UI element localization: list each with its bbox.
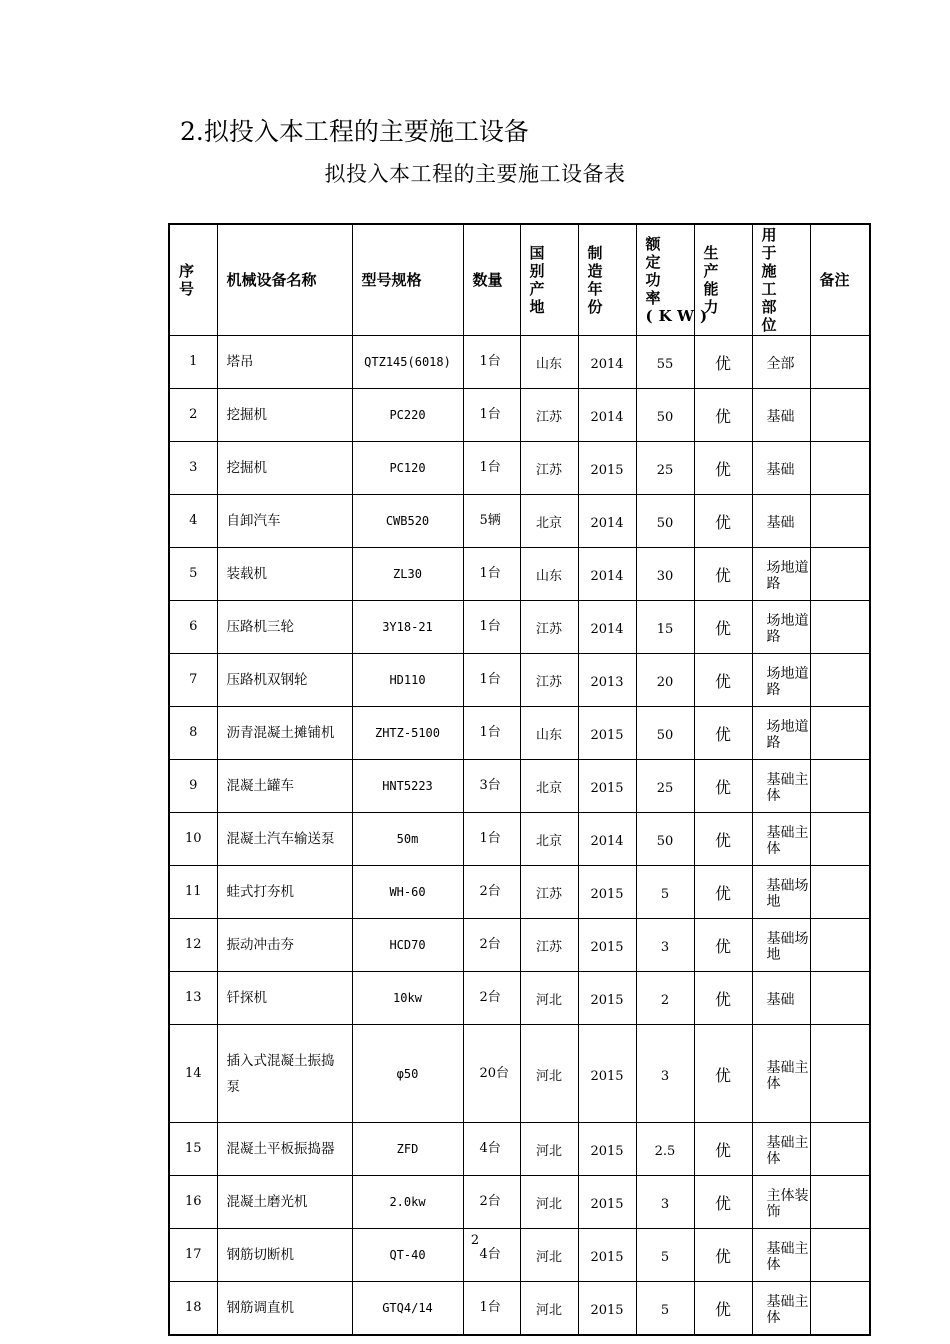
cell-use: 基础 xyxy=(752,972,810,1025)
cell-origin: 江苏 xyxy=(520,442,578,495)
cell-use: 全部 xyxy=(752,336,810,389)
cell-model: QT-40 xyxy=(352,1229,463,1282)
cell-model: 2.0kw xyxy=(352,1176,463,1229)
cell-use: 基础 xyxy=(752,442,810,495)
cell-use: 基础 xyxy=(752,389,810,442)
table-row xyxy=(169,601,870,654)
cell-use: 基础主体 xyxy=(752,1282,810,1336)
cell-origin: 江苏 xyxy=(520,601,578,654)
cell-capacity: 优 xyxy=(694,1282,752,1336)
cell-year: 2015 xyxy=(578,919,636,972)
cell-note xyxy=(810,654,870,707)
cell-origin: 江苏 xyxy=(520,919,578,972)
cell-power: 50 xyxy=(636,389,694,442)
cell-capacity: 优 xyxy=(694,1176,752,1229)
cell-no: 14 xyxy=(169,1025,217,1123)
cell-qty: 2台 xyxy=(463,866,520,919)
header-note: 备注 xyxy=(810,224,870,336)
cell-note xyxy=(810,972,870,1025)
header-power: 额定功率(KW) xyxy=(636,224,694,336)
cell-use: 场地道路 xyxy=(752,548,810,601)
cell-no: 1 xyxy=(169,336,217,389)
cell-use: 基础主体 xyxy=(752,813,810,866)
table-row xyxy=(169,919,870,972)
cell-year: 2015 xyxy=(578,972,636,1025)
cell-no: 11 xyxy=(169,866,217,919)
cell-model: HNT5223 xyxy=(352,760,463,813)
cell-qty: 1台 xyxy=(463,548,520,601)
cell-year: 2015 xyxy=(578,442,636,495)
cell-year: 2015 xyxy=(578,1025,636,1123)
cell-power: 30 xyxy=(636,548,694,601)
cell-year: 2014 xyxy=(578,389,636,442)
cell-capacity: 优 xyxy=(694,1229,752,1282)
cell-capacity: 优 xyxy=(694,442,752,495)
cell-name: 自卸汽车 xyxy=(217,495,352,548)
table-row xyxy=(169,866,870,919)
cell-use: 场地道路 xyxy=(752,601,810,654)
table-row xyxy=(169,760,870,813)
cell-year: 2015 xyxy=(578,1229,636,1282)
cell-qty: 1台 xyxy=(463,654,520,707)
cell-qty: 4台 xyxy=(463,1229,520,1282)
cell-power: 55 xyxy=(636,336,694,389)
cell-qty: 4台 xyxy=(463,1123,520,1176)
cell-capacity: 优 xyxy=(694,654,752,707)
cell-name: 混凝土平板振捣器 xyxy=(217,1123,352,1176)
cell-note xyxy=(810,442,870,495)
header-use: 用于施工部位 xyxy=(752,224,810,336)
cell-name: 钎探机 xyxy=(217,972,352,1025)
cell-qty: 2台 xyxy=(463,1176,520,1229)
cell-model: 3Y18-21 xyxy=(352,601,463,654)
cell-model: QTZ145(6018) xyxy=(352,336,463,389)
cell-power: 5 xyxy=(636,1229,694,1282)
cell-power: 15 xyxy=(636,601,694,654)
header-qty: 数量 xyxy=(463,224,520,336)
cell-use: 基础场地 xyxy=(752,919,810,972)
cell-no: 8 xyxy=(169,707,217,760)
cell-use: 场地道路 xyxy=(752,654,810,707)
equipment-table xyxy=(168,223,871,1336)
cell-no: 9 xyxy=(169,760,217,813)
cell-capacity: 优 xyxy=(694,601,752,654)
cell-no: 7 xyxy=(169,654,217,707)
cell-model: 50m xyxy=(352,813,463,866)
cell-power: 3 xyxy=(636,1025,694,1123)
cell-origin: 河北 xyxy=(520,1123,578,1176)
cell-model: WH-60 xyxy=(352,866,463,919)
cell-use: 基础主体 xyxy=(752,1229,810,1282)
cell-name: 装载机 xyxy=(217,548,352,601)
table-row xyxy=(169,548,870,601)
cell-origin: 河北 xyxy=(520,1176,578,1229)
cell-note xyxy=(810,1176,870,1229)
cell-qty: 1台 xyxy=(463,813,520,866)
cell-name: 压路机双钢轮 xyxy=(217,654,352,707)
cell-use: 主体装饰 xyxy=(752,1176,810,1229)
table-row xyxy=(169,1025,870,1123)
cell-use: 基础主体 xyxy=(752,1025,810,1123)
cell-name: 钢筋调直机 xyxy=(217,1282,352,1336)
cell-power: 50 xyxy=(636,495,694,548)
cell-capacity: 优 xyxy=(694,813,752,866)
cell-name: 沥青混凝土摊铺机 xyxy=(217,707,352,760)
table-row xyxy=(169,389,870,442)
table-row xyxy=(169,813,870,866)
cell-no: 18 xyxy=(169,1282,217,1336)
cell-origin: 山东 xyxy=(520,336,578,389)
cell-note xyxy=(810,1282,870,1336)
cell-name: 挖掘机 xyxy=(217,389,352,442)
cell-qty: 1台 xyxy=(463,1282,520,1336)
table-title: 拟投入本工程的主要施工设备表 xyxy=(324,162,626,186)
cell-capacity: 优 xyxy=(694,707,752,760)
cell-qty: 1台 xyxy=(463,707,520,760)
cell-origin: 河北 xyxy=(520,1229,578,1282)
cell-use: 基础场地 xyxy=(752,866,810,919)
cell-note xyxy=(810,1123,870,1176)
header-capacity: 生产能力 xyxy=(694,224,752,336)
cell-model: HD110 xyxy=(352,654,463,707)
cell-capacity: 优 xyxy=(694,760,752,813)
cell-no: 2 xyxy=(169,389,217,442)
cell-note xyxy=(810,813,870,866)
cell-no: 13 xyxy=(169,972,217,1025)
cell-year: 2014 xyxy=(578,601,636,654)
table-body xyxy=(169,336,870,1336)
cell-year: 2015 xyxy=(578,1176,636,1229)
cell-note xyxy=(810,1025,870,1123)
cell-capacity: 优 xyxy=(694,548,752,601)
cell-origin: 北京 xyxy=(520,495,578,548)
cell-note xyxy=(810,760,870,813)
cell-power: 25 xyxy=(636,760,694,813)
cell-name: 混凝土汽车输送泵 xyxy=(217,813,352,866)
cell-capacity: 优 xyxy=(694,336,752,389)
cell-no: 10 xyxy=(169,813,217,866)
cell-name: 插入式混凝土振捣泵 xyxy=(217,1025,352,1123)
header-no: 序号 xyxy=(169,224,217,336)
cell-name: 蛙式打夯机 xyxy=(217,866,352,919)
cell-qty: 2台 xyxy=(463,972,520,1025)
table-row xyxy=(169,1282,870,1336)
table-row xyxy=(169,654,870,707)
cell-use: 场地道路 xyxy=(752,707,810,760)
table-row xyxy=(169,442,870,495)
cell-no: 3 xyxy=(169,442,217,495)
cell-note xyxy=(810,336,870,389)
cell-no: 16 xyxy=(169,1176,217,1229)
cell-qty: 20台 xyxy=(463,1025,520,1123)
cell-qty: 1台 xyxy=(463,389,520,442)
cell-year: 2014 xyxy=(578,548,636,601)
cell-model: PC120 xyxy=(352,442,463,495)
cell-model: ZL30 xyxy=(352,548,463,601)
cell-note xyxy=(810,495,870,548)
cell-capacity: 优 xyxy=(694,866,752,919)
cell-origin: 山东 xyxy=(520,707,578,760)
cell-power: 5 xyxy=(636,866,694,919)
cell-no: 15 xyxy=(169,1123,217,1176)
cell-no: 12 xyxy=(169,919,217,972)
cell-name: 混凝土罐车 xyxy=(217,760,352,813)
cell-year: 2014 xyxy=(578,813,636,866)
cell-model: ZFD xyxy=(352,1123,463,1176)
cell-year: 2015 xyxy=(578,1282,636,1336)
cell-name: 混凝土磨光机 xyxy=(217,1176,352,1229)
cell-name: 振动冲击夯 xyxy=(217,919,352,972)
cell-use: 基础主体 xyxy=(752,1123,810,1176)
cell-note xyxy=(810,919,870,972)
cell-power: 3 xyxy=(636,919,694,972)
cell-capacity: 优 xyxy=(694,972,752,1025)
cell-origin: 江苏 xyxy=(520,866,578,919)
table-row xyxy=(169,707,870,760)
cell-origin: 北京 xyxy=(520,760,578,813)
cell-no: 4 xyxy=(169,495,217,548)
page-number: 2 xyxy=(470,1233,480,1248)
table-row xyxy=(169,495,870,548)
cell-year: 2014 xyxy=(578,495,636,548)
cell-power: 5 xyxy=(636,1282,694,1336)
cell-name: 塔吊 xyxy=(217,336,352,389)
cell-power: 25 xyxy=(636,442,694,495)
cell-year: 2015 xyxy=(578,707,636,760)
cell-note xyxy=(810,548,870,601)
cell-origin: 北京 xyxy=(520,813,578,866)
cell-qty: 1台 xyxy=(463,601,520,654)
cell-no: 17 xyxy=(169,1229,217,1282)
cell-model: φ50 xyxy=(352,1025,463,1123)
cell-qty: 1台 xyxy=(463,336,520,389)
cell-origin: 江苏 xyxy=(520,389,578,442)
cell-model: HCD70 xyxy=(352,919,463,972)
header-model: 型号规格 xyxy=(352,224,463,336)
cell-capacity: 优 xyxy=(694,495,752,548)
cell-power: 3 xyxy=(636,1176,694,1229)
cell-origin: 江苏 xyxy=(520,654,578,707)
cell-use: 基础主体 xyxy=(752,760,810,813)
cell-name: 钢筋切断机 xyxy=(217,1229,352,1282)
cell-qty: 1台 xyxy=(463,442,520,495)
table-row xyxy=(169,336,870,389)
cell-note xyxy=(810,866,870,919)
cell-note xyxy=(810,389,870,442)
cell-origin: 河北 xyxy=(520,972,578,1025)
cell-qty: 3台 xyxy=(463,760,520,813)
cell-year: 2014 xyxy=(578,336,636,389)
table-row xyxy=(169,972,870,1025)
cell-qty: 5辆 xyxy=(463,495,520,548)
cell-model: CWB520 xyxy=(352,495,463,548)
cell-origin: 河北 xyxy=(520,1025,578,1123)
cell-year: 2015 xyxy=(578,760,636,813)
header-origin: 国别产地 xyxy=(520,224,578,336)
cell-note xyxy=(810,601,870,654)
cell-no: 5 xyxy=(169,548,217,601)
cell-year: 2013 xyxy=(578,654,636,707)
table-row xyxy=(169,1123,870,1176)
cell-capacity: 优 xyxy=(694,1025,752,1123)
table-row xyxy=(169,1176,870,1229)
cell-note xyxy=(810,707,870,760)
cell-year: 2015 xyxy=(578,866,636,919)
cell-origin: 山东 xyxy=(520,548,578,601)
cell-no: 6 xyxy=(169,601,217,654)
cell-power: 2 xyxy=(636,972,694,1025)
header-name: 机械设备名称 xyxy=(217,224,352,336)
section-title: 2.拟投入本工程的主要施工设备 xyxy=(180,117,529,146)
cell-model: PC220 xyxy=(352,389,463,442)
cell-power: 50 xyxy=(636,813,694,866)
cell-power: 2.5 xyxy=(636,1123,694,1176)
cell-name: 挖掘机 xyxy=(217,442,352,495)
cell-capacity: 优 xyxy=(694,389,752,442)
cell-name: 压路机三轮 xyxy=(217,601,352,654)
header-year: 制造年份 xyxy=(578,224,636,336)
cell-power: 50 xyxy=(636,707,694,760)
cell-model: 10kw xyxy=(352,972,463,1025)
cell-model: GTQ4/14 xyxy=(352,1282,463,1336)
cell-capacity: 优 xyxy=(694,919,752,972)
cell-origin: 河北 xyxy=(520,1282,578,1336)
cell-power: 20 xyxy=(636,654,694,707)
cell-use: 基础 xyxy=(752,495,810,548)
cell-year: 2015 xyxy=(578,1123,636,1176)
cell-capacity: 优 xyxy=(694,1123,752,1176)
cell-qty: 2台 xyxy=(463,919,520,972)
table-header-row xyxy=(169,224,870,336)
cell-model: ZHTZ-5100 xyxy=(352,707,463,760)
